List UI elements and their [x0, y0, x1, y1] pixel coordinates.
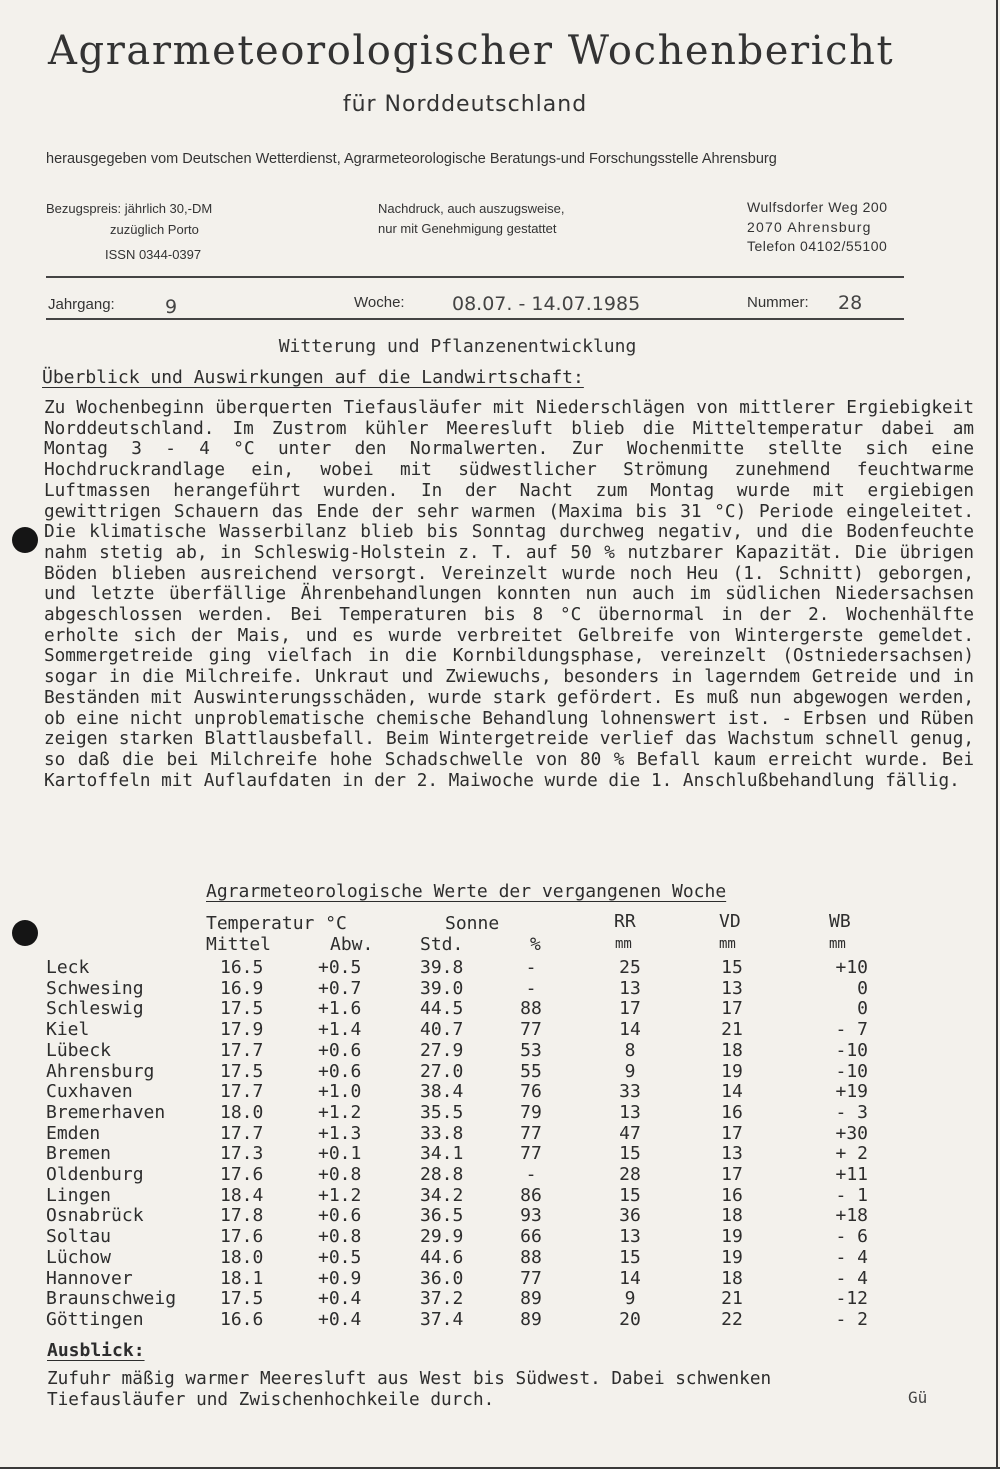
sun-hours: 44.6 — [420, 1246, 464, 1268]
wb-value: -10 — [835, 1060, 868, 1082]
sun-hours: 27.9 — [420, 1039, 464, 1061]
document-title: Agrarmeteorologischer Wochenbericht — [48, 28, 895, 74]
station-name: Göttingen — [46, 1308, 144, 1330]
punch-hole-bottom — [12, 920, 38, 946]
divider-bottom — [46, 318, 904, 320]
station-name: Ahrensburg — [46, 1060, 155, 1082]
header-temperature: Temperatur °C — [206, 913, 347, 934]
rr-value: 13 — [619, 1226, 641, 1248]
sun-percent: 66 — [520, 1226, 542, 1248]
woche-label: Woche: — [354, 294, 405, 311]
temp-mittel: 18.0 — [220, 1101, 264, 1123]
temp-abw: +1.4 — [318, 1019, 362, 1041]
vd-value: 17 — [721, 1164, 743, 1185]
wb-value: - 4 — [835, 1246, 868, 1268]
temp-mittel: 17.8 — [220, 1205, 264, 1227]
table-row — [0, 1288, 1000, 1309]
wb-value: - 2 — [835, 1308, 868, 1330]
unit-wb: mm — [829, 936, 846, 952]
temp-mittel: 17.6 — [220, 1164, 264, 1185]
station-name: Leck — [46, 957, 90, 978]
subheader-std: Std. — [420, 934, 464, 955]
unit-vd: mm — [719, 936, 736, 952]
rr-value: 14 — [619, 1019, 641, 1041]
temp-abw: +1.3 — [318, 1122, 362, 1144]
station-name: Schwesing — [46, 977, 144, 999]
sun-hours: 34.2 — [420, 1184, 464, 1206]
vd-value: 17 — [721, 998, 743, 1020]
sun-percent: - — [525, 957, 537, 978]
sun-hours: 37.2 — [420, 1288, 464, 1310]
station-name: Lingen — [46, 1184, 112, 1206]
temp-abw: +0.6 — [318, 1039, 362, 1061]
overview-text: Zu Wochenbeginn überquerten Tiefausläufer mit Niederschlägen von mittlerer Ergiebigkeit Norddeutschland. Im Zustrom kühler Meeresluft blieb die Mitteltemperatur dabei am Montag 3 - 4 °C unter den Normalwerten. Zur Wochenmitte stellte sich eine Hochdruckrandlage ein, wobei mit südwestlicher Strömung zunehmend feuchtwarme Luftmassen herangeführt wurden. In der Nacht zum Montag wurde mit ergiebigen gewittrigen Schauern das Ende der sehr warmen (Maxima bis 31 °C) Periode eingeleitet. Die klimatische Wasserbilanz blieb bis Sonntag durchweg negativ, und die Bodenfeuchte nahm stetig ab, in Schleswig-Holstein z. T. auf 50 % nutzbarer Kapazität. Die übrigen Böden blieben ausreichend versorgt. Vereinzelt wurde noch Heu (1. Schnitt) geborgen, und letzte überfällige Ährenbehandlungen konnten nun auch im südlichen Niedersachsen abgeschlossen werden. Bei Temperaturen bis 8 °C übernormal in der 2. Wochenhälfte erholte sich der Mais, und es wurde verbreitet Gelbreife von Wintergerste gemeldet. Sommergetreide ging vielfach in die Kornbildungsphase, vereinzelt (Ostniedersachsen) sogar in die Milchreife. Unkraut und Zwiewuchs, besonders in lagerndem Getreide und in Beständen mit Auswinterungsschäden, wurde stark gefördert. Es muß nun abgewogen werden, ob eine nicht unproblematische chemische Behandlung lohnenswert ist. - Erbsen und Rüben zeigen starken Blattlausbefall. Beim Wintergetreide verlief das Wachstum schnell genug, so daß die bei Milchreife hohe Schadschwelle von 80 % Befall kaum erreicht wurde. Bei Kartoffeln mit Auflaufdaten in der 2. Maiwoche wurde die 1. Anschlußbehandlung fällig. — [44, 398, 974, 791]
vd-value: 13 — [721, 977, 743, 999]
nummer-value: 28 — [838, 292, 863, 314]
sun-hours: 38.4 — [420, 1081, 464, 1103]
rr-value: 15 — [619, 1246, 641, 1268]
sun-hours: 39.8 — [420, 957, 464, 978]
document-subtitle: für Norddeutschland — [342, 92, 588, 117]
sun-percent: 88 — [520, 998, 542, 1020]
sun-hours: 36.5 — [420, 1205, 464, 1227]
table-row — [0, 1081, 1000, 1102]
price-line-1: Bezugspreis: jährlich 30,-DM — [46, 201, 213, 216]
wb-value: +18 — [835, 1205, 868, 1227]
address-line-1: Wulfsdorfer Weg 200 — [747, 199, 888, 215]
jahrgang-label: Jahrgang: — [48, 296, 115, 313]
station-name: Cuxhaven — [46, 1081, 133, 1103]
sun-percent: 77 — [520, 1267, 542, 1289]
table-row — [0, 998, 1000, 1019]
temp-mittel: 17.5 — [220, 998, 264, 1020]
rr-value: 20 — [619, 1308, 641, 1330]
wb-value: 0 — [857, 998, 868, 1020]
table-row — [0, 978, 1000, 999]
jahrgang-value: 9 — [165, 296, 178, 318]
table-row — [0, 1247, 1000, 1268]
temp-mittel: 16.9 — [220, 977, 264, 999]
table-row — [0, 1123, 1000, 1144]
temp-abw: +0.1 — [318, 1143, 362, 1165]
station-name: Lüchow — [46, 1246, 112, 1268]
vd-value: 18 — [721, 1205, 743, 1227]
temp-abw: +0.6 — [318, 1205, 362, 1227]
table-row — [0, 1309, 1000, 1330]
table-row — [0, 957, 1000, 978]
sun-hours: 29.9 — [420, 1226, 464, 1248]
wb-value: +10 — [835, 957, 868, 978]
temp-abw: +0.5 — [318, 957, 362, 978]
sun-hours: 35.5 — [420, 1101, 464, 1123]
sun-hours: 36.0 — [420, 1267, 464, 1289]
wb-value: -12 — [835, 1288, 868, 1310]
temp-mittel: 17.7 — [220, 1039, 264, 1061]
temp-mittel: 17.5 — [220, 1288, 264, 1310]
section-title: Witterung und Pflanzenentwicklung — [278, 336, 637, 357]
temp-abw: +0.9 — [318, 1267, 362, 1289]
sun-percent: 77 — [520, 1143, 542, 1165]
temp-mittel: 17.9 — [220, 1019, 264, 1041]
temp-mittel: 17.5 — [220, 1060, 264, 1082]
temp-abw: +1.2 — [318, 1184, 362, 1206]
sun-percent: - — [525, 977, 537, 999]
wb-value: - 4 — [835, 1267, 868, 1289]
rr-value: 14 — [619, 1267, 641, 1289]
vd-value: 21 — [721, 1019, 743, 1041]
wb-value: 0 — [857, 977, 868, 999]
temp-abw: +0.5 — [318, 1246, 362, 1268]
table-row — [0, 1226, 1000, 1247]
table-row — [0, 1205, 1000, 1226]
rr-value: 15 — [619, 1143, 641, 1165]
station-name: Bremen — [46, 1143, 112, 1165]
sun-hours: 40.7 — [420, 1019, 464, 1041]
temp-mittel: 18.1 — [220, 1267, 264, 1289]
sun-percent: 88 — [520, 1246, 542, 1268]
table-row — [0, 1019, 1000, 1040]
rr-value: 25 — [619, 957, 641, 978]
rr-value: 15 — [619, 1184, 641, 1206]
station-name: Osnabrück — [46, 1205, 144, 1227]
reprint-line-2: nur mit Genehmigung gestattet — [378, 221, 557, 236]
outlook-heading: Ausblick: — [47, 1340, 145, 1361]
temp-abw: +0.8 — [318, 1226, 362, 1248]
wb-value: + 2 — [835, 1143, 868, 1165]
issn: ISSN 0344-0397 — [105, 247, 202, 262]
sun-hours: 33.8 — [420, 1122, 464, 1144]
sun-percent: - — [525, 1164, 537, 1185]
unit-rr: mm — [615, 936, 632, 952]
wb-value: - 1 — [835, 1184, 868, 1206]
vd-value: 15 — [721, 957, 743, 978]
publisher-line: herausgegeben vom Deutschen Wetterdienst, Agrarmeteorologische Beratungs-und Forschungsstelle Ahrensburg — [46, 151, 777, 167]
header-wb: WB — [829, 911, 851, 932]
vd-value: 18 — [721, 1039, 743, 1061]
station-name: Kiel — [46, 1019, 90, 1041]
rr-value: 36 — [619, 1205, 641, 1227]
wb-value: +11 — [835, 1164, 868, 1185]
sun-hours: 28.8 — [420, 1164, 464, 1185]
temp-mittel: 17.7 — [220, 1122, 264, 1144]
wb-value: -10 — [835, 1039, 868, 1061]
temp-abw: +1.2 — [318, 1101, 362, 1123]
temp-mittel: 16.5 — [220, 957, 264, 978]
sun-hours: 37.4 — [420, 1308, 464, 1330]
sun-percent: 77 — [520, 1122, 542, 1144]
rr-value: 17 — [619, 998, 641, 1020]
address-line-2: 2070 Ahrensburg — [747, 219, 872, 235]
sun-hours: 44.5 — [420, 998, 464, 1020]
sun-percent: 89 — [520, 1308, 542, 1330]
divider-top — [46, 276, 904, 278]
station-name: Schleswig — [46, 998, 144, 1020]
sun-percent: 89 — [520, 1288, 542, 1310]
wb-value: - 7 — [835, 1019, 868, 1041]
vd-value: 14 — [721, 1081, 743, 1103]
station-name: Lübeck — [46, 1039, 112, 1061]
rr-value: 8 — [624, 1039, 636, 1061]
nummer-label: Nummer: — [747, 294, 809, 311]
temp-mittel: 18.4 — [220, 1184, 264, 1206]
vd-value: 22 — [721, 1308, 743, 1330]
rr-value: 47 — [619, 1122, 641, 1144]
price-line-2: zuzüglich Porto — [110, 222, 199, 237]
sun-hours: 34.1 — [420, 1143, 464, 1165]
station-name: Bremerhaven — [46, 1101, 166, 1123]
table-row — [0, 1102, 1000, 1123]
station-name: Braunschweig — [46, 1288, 177, 1310]
rr-value: 13 — [619, 1101, 641, 1123]
vd-value: 13 — [721, 1143, 743, 1165]
sun-percent: 79 — [520, 1101, 542, 1123]
table-row — [0, 1143, 1000, 1164]
temp-abw: +0.4 — [318, 1288, 362, 1310]
header-vd: VD — [719, 911, 741, 932]
header-sonne: Sonne — [445, 913, 500, 934]
outlook-text: Zufuhr mäßig warmer Meeresluft aus West bis Südwest. Dabei schwenken Tiefausläufer und Zwischenhochkeile durch. — [47, 1369, 772, 1410]
sun-percent: 93 — [520, 1205, 542, 1227]
temp-abw: +1.0 — [318, 1081, 362, 1103]
temp-abw: +0.6 — [318, 1060, 362, 1082]
vd-value: 19 — [721, 1246, 743, 1268]
vd-value: 16 — [721, 1101, 743, 1123]
signature: Gü — [908, 1388, 928, 1407]
overview-heading: Überblick und Auswirkungen auf die Landwirtschaft: — [42, 367, 584, 388]
station-name: Soltau — [46, 1226, 112, 1248]
table-row — [0, 1061, 1000, 1082]
vd-value: 19 — [721, 1060, 743, 1082]
header-rr: RR — [614, 911, 636, 932]
wb-value: - 6 — [835, 1226, 868, 1248]
temp-abw: +0.7 — [318, 977, 362, 999]
vd-value: 19 — [721, 1226, 743, 1248]
table-row — [0, 1040, 1000, 1061]
sun-percent: 55 — [520, 1060, 542, 1082]
address-line-3: Telefon 04102/55100 — [747, 238, 888, 254]
subheader-mittel: Mittel — [206, 934, 272, 955]
woche-value: 08.07. - 14.07.1985 — [452, 293, 641, 315]
sun-percent: 86 — [520, 1184, 542, 1206]
rr-value: 33 — [619, 1081, 641, 1103]
rr-value: 13 — [619, 977, 641, 999]
rr-value: 9 — [624, 1060, 636, 1082]
table-row — [0, 1185, 1000, 1206]
wb-value: +30 — [835, 1122, 868, 1144]
temp-mittel: 16.6 — [220, 1308, 264, 1330]
vd-value: 16 — [721, 1184, 743, 1206]
vd-value: 17 — [721, 1122, 743, 1144]
rr-value: 9 — [624, 1288, 636, 1310]
station-name: Emden — [46, 1122, 101, 1144]
temp-mittel: 17.6 — [220, 1226, 264, 1248]
wb-value: - 3 — [835, 1101, 868, 1123]
sun-percent: 77 — [520, 1019, 542, 1041]
temp-abw: +0.4 — [318, 1308, 362, 1330]
temp-abw: +0.8 — [318, 1164, 362, 1185]
vd-value: 18 — [721, 1267, 743, 1289]
table-row — [0, 1164, 1000, 1185]
temp-mittel: 17.7 — [220, 1081, 264, 1103]
rr-value: 28 — [619, 1164, 641, 1185]
reprint-line-1: Nachdruck, auch auszugsweise, — [378, 201, 565, 216]
temp-mittel: 17.3 — [220, 1143, 264, 1165]
punch-hole-top — [12, 527, 38, 553]
subheader-pct: % — [530, 934, 541, 955]
sun-hours: 39.0 — [420, 977, 464, 999]
temp-abw: +1.6 — [318, 998, 362, 1020]
sun-hours: 27.0 — [420, 1060, 464, 1082]
table-heading: Agrarmeteorologische Werte der vergangenen Woche — [206, 881, 727, 902]
station-name: Hannover — [46, 1267, 133, 1289]
subheader-abw: Abw. — [330, 934, 374, 955]
wb-value: +19 — [835, 1081, 868, 1103]
sun-percent: 53 — [520, 1039, 542, 1061]
table-row — [0, 1268, 1000, 1289]
sun-percent: 76 — [520, 1081, 542, 1103]
vd-value: 21 — [721, 1288, 743, 1310]
temp-mittel: 18.0 — [220, 1246, 264, 1268]
station-name: Oldenburg — [46, 1164, 144, 1185]
